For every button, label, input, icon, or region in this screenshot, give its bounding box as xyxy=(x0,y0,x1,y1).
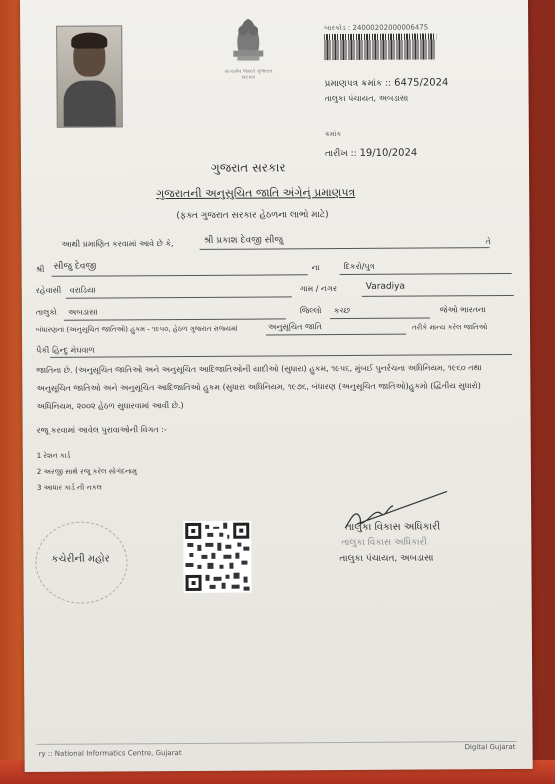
cert-date: તારીખ :: 19/10/2024 xyxy=(324,147,418,160)
serial-label: ક્રમાંક xyxy=(324,130,342,139)
officer-title: તાલુકા વિકાસ અધિકારી xyxy=(345,521,441,534)
relation: દિકરો/પુત્ર xyxy=(343,261,375,272)
village-gujarati: વરાડિયા xyxy=(69,285,96,295)
name-suffix: તે xyxy=(485,237,491,247)
applicant-name: શ્રી પ્રકાશ દેવજી સીજુ xyxy=(203,235,284,246)
officer-title-shadow: તાલુકા વિકાસ અધિકારી xyxy=(341,537,427,549)
certificate-subtitle: (ફક્ત ગુજરાત સરકાર હેઠળના લાભો માટે) xyxy=(176,210,329,222)
father-name: સીજુ દેવજી xyxy=(53,261,97,272)
list-item: 2 અરજી સાથે રજૂ કરેલ સોગંદનામુ xyxy=(36,467,137,476)
paragraph-line: જાતિના છે. (અનુસૂચિત જાતિઓ અને અનુસૂચિત આદિજાતિઓની યાદીઓ (સુધારા) હુકમ, ૧૯૫૬, મુંબઈ પુનર્રચના અધિનિયમ, ૧૯૬૦ તથા xyxy=(36,363,482,375)
village-name: Varadiya xyxy=(365,281,406,292)
paragraph-line: અનુસૂચિત જાતિઓ અને અનુસૂચિત આદિજાતિઓ હુકમ (સુધારા અધિનિયમ, ૧૯૭૬, બંધારણ (અનુસૂચિત જાતિઓ)હુકમો (દ્વિતીય સુધારો) xyxy=(36,381,481,393)
office-name: તાલુકા પંચાયત, અબડાસા xyxy=(324,93,409,104)
certificate-paper xyxy=(20,0,533,772)
applicant-photo xyxy=(56,25,123,127)
father-prefix: શ્રી xyxy=(35,264,45,274)
barcode xyxy=(324,33,436,60)
footer-right: Digital Gujarat xyxy=(464,742,516,752)
emblem-text: સત્યમેવ જયતે ગુજરાત સરકાર xyxy=(224,68,273,81)
documents-heading: રજૂ કરવામાં આવેલ પુરાવાઓની વિગત :- xyxy=(36,425,167,435)
certificate-title: ગુજરાતની અનુસુચિત જાતિ અંગેનું પ્રમાણપત્ર xyxy=(156,185,356,201)
constitution-line: બંધારણના (અનુસૂચિત જાતિઓ) હુકમ - ૧૯૫૦, હેઠળ ગુજરાત રાજ્યમાં xyxy=(35,324,238,334)
footer-left: ry :: National Informatics Centre, Gujarat xyxy=(38,749,182,758)
government-heading: ગુજરાત સરકાર xyxy=(210,160,286,175)
father-suffix: ના xyxy=(311,263,320,273)
district-name: કચ્છ xyxy=(333,305,351,316)
office-seal-label: કચેરીની મહોર xyxy=(51,553,110,565)
taluka-label: તાલુકો xyxy=(35,307,57,317)
constitution-line-b: તરીકે માન્ય કરેલ જાતિઓ xyxy=(411,323,488,332)
cert-number: પ્રમાણપત્ર ક્રમાંક :: 6475/2024 xyxy=(324,77,449,90)
list-item: 1 રેશન કાર્ડ xyxy=(36,451,71,460)
state-emblem-icon xyxy=(225,10,271,72)
qr-code xyxy=(183,521,251,593)
documents-list xyxy=(37,447,137,496)
village-label: ગામ / નગર xyxy=(299,284,337,294)
legal-paragraph xyxy=(36,359,512,416)
caste-name: હિન્દુ મેઘવાળ xyxy=(52,345,95,355)
barcode-label: બારકોડ : 24000202000006475 xyxy=(324,23,429,33)
intro-text: આથી પ્રમાણિત કરવામાં આવે છે કે, xyxy=(61,239,174,249)
caste-type: અનુસૂચિત જાતિ xyxy=(267,322,322,332)
officer-office: તાલુકા પંચાયત, અબડાસા xyxy=(339,553,434,565)
taluka-name: અબડાસા xyxy=(67,307,98,317)
state-text: જેઓ ભારતના xyxy=(439,305,486,315)
caste-prefix: પૈકી xyxy=(36,345,50,355)
district-label: જિલ્લો xyxy=(299,306,322,316)
resident-label: રહેવાસી xyxy=(35,285,62,295)
list-item: 3 આધાર કાર્ડ ની નકલ xyxy=(36,483,102,492)
paragraph-line: અધિનિયમ, ૨૦૦૨ હેઠળ સુધારવામાં આવી છે.) xyxy=(36,401,184,411)
